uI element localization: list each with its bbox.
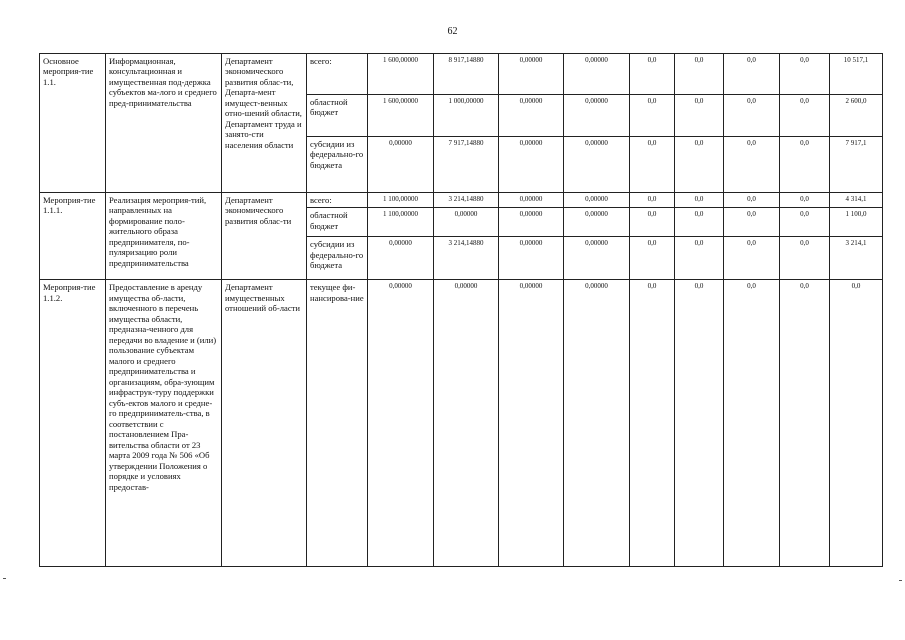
- value-cell: 1 100,00000: [368, 208, 434, 237]
- value-cell: 0,0: [630, 208, 675, 237]
- value-cell: 0,0: [780, 95, 830, 137]
- value-cell: 0,0: [675, 280, 724, 567]
- value-cell: 1 100,00000: [368, 193, 434, 208]
- value-cell: 0,0: [724, 95, 780, 137]
- value-cell: 0,00000: [434, 208, 499, 237]
- row-description-cell: Предоставление в аренду имущества об-ласти, включенного в перечень имущества области, предназна-ченного для передачи во владение и (или) пользование субъектам малого и среднего предпринимательства и организациям, обра-зующим инфраструк-туру поддержки субъ-ектов малого и средне-го предприниматель-ства, в соответствии с постановлением Пра-вительства области от 23 марта 2009 года № 506 «Об утверждении Положения о порядке и условиях предостав-: [106, 280, 222, 567]
- value-cell: 1 600,00000: [368, 95, 434, 137]
- value-cell: 0,0: [724, 137, 780, 193]
- table-row: [40, 280, 883, 567]
- value-cell: 0,00000: [499, 137, 564, 193]
- value-cell: 0,0: [630, 54, 675, 95]
- value-cell: 0,00000: [368, 280, 434, 567]
- value-cell: 0,0: [675, 208, 724, 237]
- value-total-cell: 3 214,1: [830, 237, 883, 280]
- value-total-cell: 10 517,1: [830, 54, 883, 95]
- row-description-cell: Реализация мероприя-тий, направленных на формирование поло-жительного образа предпринимателя, по-пуляризацию роли предпринимательства: [106, 193, 222, 280]
- value-cell: 0,00000: [564, 95, 630, 137]
- value-cell: 0,0: [780, 280, 830, 567]
- value-cell: 0,0: [630, 237, 675, 280]
- value-cell: 3 214,14880: [434, 193, 499, 208]
- row-executor-cell: Департамент экономического развития облас-ти, Департа-мент имущест-венных отно-шений области, Департамент труда и занято-сти населения области: [222, 54, 307, 193]
- value-cell: 0,00000: [564, 280, 630, 567]
- row-description-cell: Информационная, консультационная и имущественная под-держка субъектов ма-лого и среднего пред-принимательства: [106, 54, 222, 193]
- value-cell: 0,0: [630, 137, 675, 193]
- value-cell: 0,00000: [499, 208, 564, 237]
- value-cell: 3 214,14880: [434, 237, 499, 280]
- source-label-cell: областной бюджет: [307, 208, 368, 237]
- value-cell: 0,0: [724, 208, 780, 237]
- value-cell: 0,0: [780, 137, 830, 193]
- value-cell: 0,0: [780, 208, 830, 237]
- value-cell: 0,00000: [564, 208, 630, 237]
- value-cell: 0,00000: [499, 54, 564, 95]
- scan-edge-mark: [899, 580, 902, 581]
- value-cell: 0,0: [724, 237, 780, 280]
- source-label-cell: всего:: [307, 193, 368, 208]
- value-cell: 0,0: [675, 193, 724, 208]
- value-cell: 0,00000: [564, 237, 630, 280]
- value-cell: 0,0: [675, 237, 724, 280]
- value-cell: 0,0: [675, 54, 724, 95]
- value-cell: 0,00000: [499, 95, 564, 137]
- table-row: [40, 54, 883, 95]
- source-label-cell: всего:: [307, 54, 368, 95]
- value-total-cell: 0,0: [830, 280, 883, 567]
- budget-table: [39, 53, 883, 567]
- value-total-cell: 2 600,0: [830, 95, 883, 137]
- value-cell: 0,00000: [564, 54, 630, 95]
- value-cell: 0,00000: [368, 237, 434, 280]
- scan-edge-mark: [3, 578, 6, 579]
- page-number: 62: [447, 26, 458, 37]
- value-cell: 0,0: [675, 137, 724, 193]
- value-total-cell: 7 917,1: [830, 137, 883, 193]
- value-cell: 0,0: [780, 237, 830, 280]
- value-cell: 0,0: [630, 95, 675, 137]
- value-cell: 0,00000: [564, 193, 630, 208]
- value-cell: 0,0: [724, 193, 780, 208]
- value-cell: 0,0: [780, 54, 830, 95]
- value-cell: 0,00000: [499, 280, 564, 567]
- value-cell: 0,0: [724, 280, 780, 567]
- row-name-cell: Мероприя-тие 1.1.1.: [40, 193, 106, 280]
- row-name-cell: Основное мероприя-тие 1.1.: [40, 54, 106, 193]
- value-total-cell: 4 314,1: [830, 193, 883, 208]
- row-name-cell: Мероприя-тие 1.1.2.: [40, 280, 106, 567]
- value-cell: 0,00000: [564, 137, 630, 193]
- row-executor-cell: Департамент экономического развития облас-ти: [222, 193, 307, 280]
- value-cell: 0,0: [630, 280, 675, 567]
- table-row: [40, 193, 883, 208]
- row-executor-cell: Департамент имущественных отношений об-ласти: [222, 280, 307, 567]
- value-cell: 8 917,14880: [434, 54, 499, 95]
- source-label-cell: областной бюджет: [307, 95, 368, 137]
- value-total-cell: 1 100,0: [830, 208, 883, 237]
- value-cell: 0,0: [724, 54, 780, 95]
- value-cell: 0,0: [630, 193, 675, 208]
- value-cell: 1 000,00000: [434, 95, 499, 137]
- value-cell: 0,00000: [434, 280, 499, 567]
- source-label-cell: субсидии из федерально-го бюджета: [307, 137, 368, 193]
- value-cell: 0,00000: [368, 137, 434, 193]
- source-label-cell: текущее фи-нансирова-ние: [307, 280, 368, 567]
- value-cell: 0,00000: [499, 193, 564, 208]
- value-cell: 7 917,14880: [434, 137, 499, 193]
- value-cell: 1 600,00000: [368, 54, 434, 95]
- value-cell: 0,0: [780, 193, 830, 208]
- value-cell: 0,0: [675, 95, 724, 137]
- source-label-cell: субсидии из федерально-го бюджета: [307, 237, 368, 280]
- value-cell: 0,00000: [499, 237, 564, 280]
